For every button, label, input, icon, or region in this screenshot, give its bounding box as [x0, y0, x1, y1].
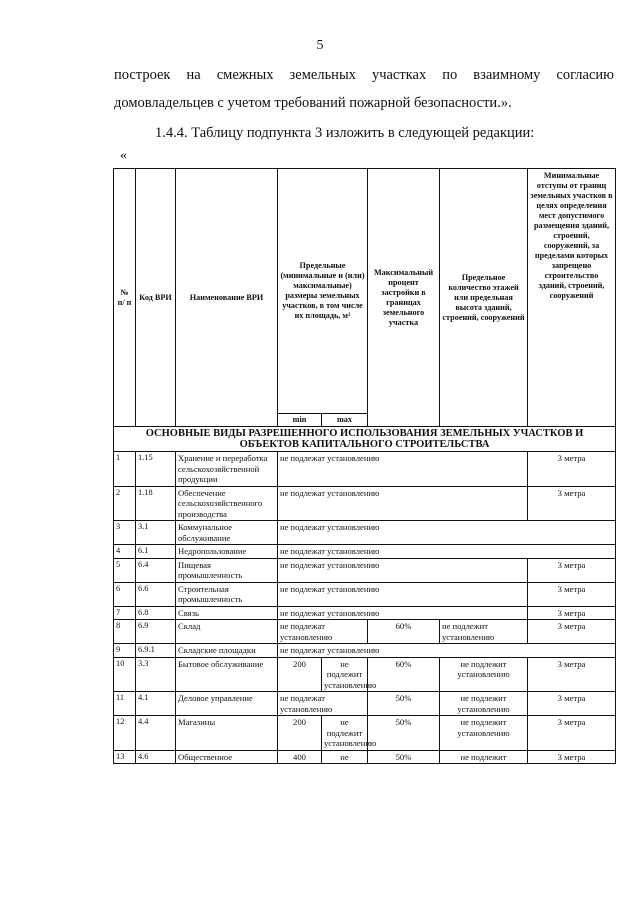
row-name: Складские площадки — [176, 644, 278, 658]
row-num: 10 — [114, 657, 136, 692]
row-setback: 3 метра — [528, 486, 616, 521]
table-row — [114, 545, 616, 559]
page-number: 5 — [316, 38, 324, 53]
row-code: 6.1 — [136, 545, 176, 559]
table-row — [114, 582, 616, 606]
row-num: 13 — [114, 750, 136, 764]
row-setback: 3 метра — [528, 558, 616, 582]
row-code: 1.18 — [136, 486, 176, 521]
header-setbacks: Минимальные отступы от границ земельных участков в целях определения мест допустимого размещения зданий, строений, сооружений, за пределами которых запрещено строительство зданий, строений, сооружений — [528, 169, 616, 427]
vri-table — [113, 168, 616, 764]
table-row — [114, 692, 616, 716]
row-code: 4.4 — [136, 716, 176, 751]
row-setback: 3 метра — [528, 452, 616, 487]
row-name: Пищевая промышленность — [176, 558, 278, 582]
row-percent: 50% — [368, 716, 440, 751]
row-name: Связь — [176, 606, 278, 620]
header-min: min — [278, 414, 322, 427]
table-row — [114, 558, 616, 582]
row-setback: 3 метра — [528, 750, 616, 764]
row-merged-value: не подлежат установлению — [278, 486, 528, 521]
row-name: Коммунальное обслуживание — [176, 521, 278, 545]
row-setback: 3 метра — [528, 620, 616, 644]
row-max: не подлежит установлению — [322, 657, 368, 692]
row-name: Бытовое обслуживание — [176, 657, 278, 692]
row-num: 8 — [114, 620, 136, 644]
row-num: 3 — [114, 521, 136, 545]
row-num: 9 — [114, 644, 136, 658]
row-code: 6.8 — [136, 606, 176, 620]
row-setback: 3 метра — [528, 692, 616, 716]
row-num: 5 — [114, 558, 136, 582]
row-floors: не подлежит установлению — [440, 620, 528, 644]
row-setback: 3 метра — [528, 606, 616, 620]
row-code: 1.15 — [136, 452, 176, 487]
table-row — [114, 750, 616, 764]
row-num: 11 — [114, 692, 136, 716]
row-merged-value: не подлежат установлению — [278, 558, 528, 582]
table-row — [114, 716, 616, 751]
table-row — [114, 452, 616, 487]
header-name: Наименование ВРИ — [176, 169, 278, 427]
row-name: Хранение и переработка сельскохозяйственной продукции — [176, 452, 278, 487]
row-code: 6.9.1 — [136, 644, 176, 658]
row-percent: 60% — [368, 620, 440, 644]
table-row — [114, 486, 616, 521]
row-floors: не подлежит установлению — [440, 692, 528, 716]
row-max: не — [322, 750, 368, 764]
row-merged-value: не подлежат установлению — [278, 606, 528, 620]
table-row — [114, 657, 616, 692]
row-percent: 50% — [368, 692, 440, 716]
row-code: 6.6 — [136, 582, 176, 606]
row-name: Строительная промышленность — [176, 582, 278, 606]
header-percent: Максимальный процент застройки в границах земельного участка — [368, 169, 440, 427]
open-quote: « — [120, 148, 127, 163]
row-percent: 50% — [368, 750, 440, 764]
header-sizes: Предельные (минимальные и (или) максимальные) размеры земельных участков, в том числе их площадь, м² — [278, 169, 368, 414]
row-name: Недропользование — [176, 545, 278, 559]
row-floors: не подлежит установлению — [440, 657, 528, 692]
table-row — [114, 606, 616, 620]
header-floors: Предельное количество этажей или предельная высота зданий, строений, сооружений — [440, 169, 528, 427]
row-min: 200 — [278, 716, 322, 751]
row-floors: не подлежит — [440, 750, 528, 764]
row-setback: 3 метра — [528, 657, 616, 692]
row-sizes: не подлежат установлению — [278, 692, 368, 716]
row-floors: не подлежит установлению — [440, 716, 528, 751]
row-code: 3.3 — [136, 657, 176, 692]
header-code: Код ВРИ — [136, 169, 176, 427]
paragraph-line-2: домовладельцев с учетом требований пожарной безопасности.». — [114, 95, 512, 111]
table-row — [114, 644, 616, 658]
table-row — [114, 521, 616, 545]
row-min: 200 — [278, 657, 322, 692]
row-name: Обеспечение сельскохозяйственного производства — [176, 486, 278, 521]
row-merged-value: не подлежат установлению — [278, 521, 616, 545]
row-merged-value: не подлежат установлению — [278, 582, 528, 606]
section-title: ОСНОВНЫЕ ВИДЫ РАЗРЕШЕННОГО ИСПОЛЬЗОВАНИЯ ЗЕМЕЛЬНЫХ УЧАСТКОВ И ОБЪЕКТОВ КАПИТАЛЬНОГО СТРОИТЕЛЬСТВА — [114, 427, 616, 452]
row-code: 4.1 — [136, 692, 176, 716]
row-min: 400 — [278, 750, 322, 764]
row-name: Магазины — [176, 716, 278, 751]
row-name: Деловое управление — [176, 692, 278, 716]
row-setback: 3 метра — [528, 716, 616, 751]
row-num: 4 — [114, 545, 136, 559]
row-name: Общественное — [176, 750, 278, 764]
row-num: 7 — [114, 606, 136, 620]
paragraph-instruction: 1.4.4. Таблицу подпункта 3 изложить в следующей редакции: — [155, 125, 535, 141]
row-setback: 3 метра — [528, 582, 616, 606]
row-code: 4.6 — [136, 750, 176, 764]
header-max: max — [322, 414, 368, 427]
row-merged-value: не подлежат установлению — [278, 452, 528, 487]
row-max: не подлежит установлению — [322, 716, 368, 751]
row-code: 6.4 — [136, 558, 176, 582]
row-num: 6 — [114, 582, 136, 606]
table-row — [114, 620, 616, 644]
header-num: № п/ п — [114, 169, 136, 427]
row-num: 1 — [114, 452, 136, 487]
row-percent: 60% — [368, 657, 440, 692]
row-code: 3.1 — [136, 521, 176, 545]
row-num: 2 — [114, 486, 136, 521]
paragraph-line-1: построек на смежных земельных участках по взаимному согласию — [114, 67, 614, 83]
row-merged-value: не подлежат установлению — [278, 644, 616, 658]
row-sizes: не подлежат установлению — [278, 620, 368, 644]
row-merged-value: не подлежат установлению — [278, 545, 616, 559]
row-name: Склад — [176, 620, 278, 644]
row-code: 6.9 — [136, 620, 176, 644]
row-num: 12 — [114, 716, 136, 751]
